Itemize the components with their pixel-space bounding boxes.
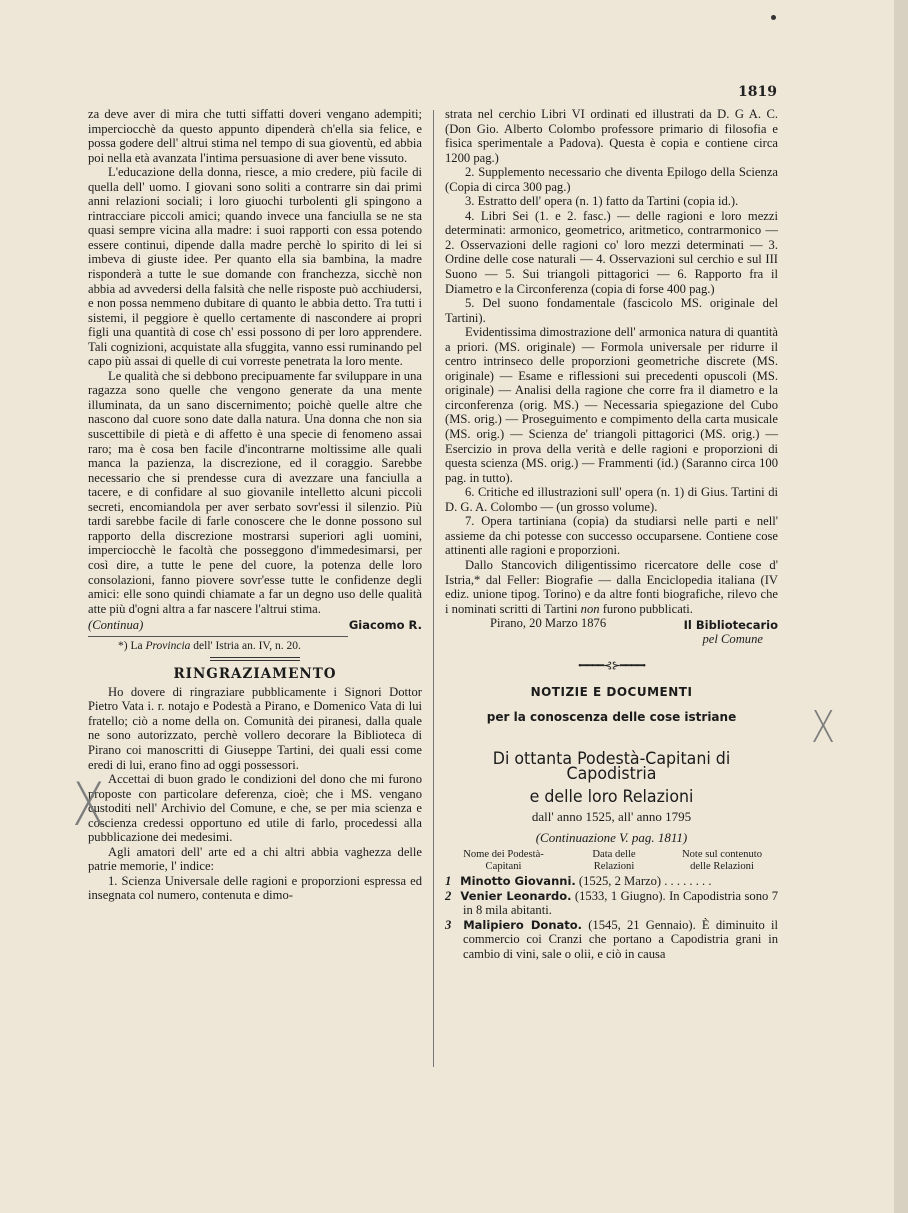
signer-sub: pel Comune	[702, 632, 763, 647]
author-name: Giacomo R.	[348, 618, 422, 633]
entry-text: (1545, 21 Gennaio). È diminuito il commercio coi Cranzi che portano a Capodistria grani in cambio di vini, sale o olii, e ciò in causa	[463, 917, 778, 961]
entry-number: 3	[445, 917, 452, 932]
left-column	[88, 107, 422, 903]
paragraph: Evidentissima dimostrazione dell' armonica natura di quantità a priori. (MS. originale) — Formola universale per ridurre il centro intrinseco delle proporzioni geometriche discrete (MS. originale) — Esame e riflessioni sui precedenti opuscoli (MS. originale) — Analisi della ragione che corre fra il diametro e la circonferenza (orig. MS.) — Necessaria spiegazione del Cubo (MS. orig.) — Proseguimento e compimento della carta musicale (MS. orig.) — Scienza de' triangoli pittagorici (MS. orig.) — Esercizio in prova della verità e delle ragioni e proporzioni di questa scienza (MS. orig.) — Frammenti (id.) (Saranno circa 100 pag. in tutto).	[445, 325, 778, 485]
paragraph: strata nel cerchio Libri VI ordinati ed illustrati da D. G A. C. (Don Gio. Alberto Colombo professore primario di filosofia e fisica sperimentale a Padova). Questa è copia e contiene circa 1200 pag.)	[445, 107, 778, 165]
entry-name: Malipiero Donato.	[463, 917, 583, 932]
section-subheading: per la conoscenza delle cose istriane	[486, 709, 737, 724]
entry-number: 2	[445, 888, 452, 903]
entry-name: Minotto Giovanni.	[460, 874, 576, 889]
paragraph: za deve aver di mira che tutti siffatti doveri vengano adempiti; imperciocchè da questo appunto dipenderà ch'ella sia felice, e possa godere dell' altrui stima nel tempo di sua gioventù, ed abbia poi nella età avanzata l'intima persuasione di aver bene vissuto.	[88, 107, 422, 165]
paragraph: L'educazione della donna, riesce, a mio credere, più facile di quella dell' uomo. I giovani sono soliti a contrarre sin dai primi anni relazioni sociali; i loro giuochi turbolenti gli spingono a rintracciare piccoli amici; quando invece una fanciulla se ne sta quasi sempre vicina alla madre: i suoi rapporti con essa potendo essere continui, dipende dalla madre perchè lo spirito di lei si imbeva di giuste idee. Per quanto ella sia bambina, la madre risponderà a tutte le sue domande con franchezza, sicchè non abbia ad avvedersi della falsità che nelle risposte può acchiudersi, e non possa nemmeno dubitare di quanto le abbia detto. Tra tutti i sistemi, il peggiore è quello certamente di nascondere ai propri figli una quantità di cose ch' essi possono di per loro apprendere. Tali cognizioni, acquistate alla sfuggita, vanno essi ruminando pel capo più assai di quelle di cui vorreste penetrata la loro mente.	[88, 165, 422, 369]
ink-dot	[771, 15, 776, 20]
paragraph-text: Dallo Stancovich diligentissimo ricercatore delle cose d' Istria,* dal Feller: Biografie — dalla Enciclopedia italiana (IV ediz. unione tipog. Torino) e da altre fonti biografiche, rilevo che i nominati scritti di Tartini	[445, 557, 778, 616]
italic-word: non	[580, 601, 600, 616]
paragraph: 6. Critiche ed illustrazioni sull' opera (n. 1) di Gius. Tartini di D. G. A. Colombo — (un grosso volume).	[445, 485, 778, 514]
continuation-note: (Continuazione V. pag. 1811)	[535, 829, 688, 845]
footnote-suffix: dell' Istria an. IV, n. 20.	[190, 639, 301, 652]
entry-name: Venier Leonardo.	[460, 888, 572, 903]
paragraph: Ho dovere di ringraziare pubblicamente i Signori Dottor Pietro Vata i. r. notajo e Podestà a Pirano, e Domenico Vata di lui fratello; ciò a nome della on. Comunità dei piranesi, dalla quale ne sono autorizzato, perchè vollero decorare la Biblioteca di Pirano coi manoscritti di Giuseppe Tartini, dei quali essi come eredi di lui, erano fino ad oggi possessori.	[88, 684, 422, 772]
paragraph: Accettai di buon grado le condizioni del dono che mi furono proposte con particolare deferenza, cioè; che i MS. vengano custoditi nell' Archivio del Comune, e che, se per mia scienza e coscienza credessi opportuno ed utile di farlo, procedessi alla pubblicazione dei medesimi.	[88, 772, 422, 845]
column-divider	[433, 110, 434, 1067]
list-item	[445, 874, 778, 889]
article-title-line2: e delle loro Relazioni	[529, 786, 694, 807]
entry-number: 1	[445, 874, 452, 889]
paragraph: 3. Estratto dell' opera (n. 1) fatto da Tartini (copia id.).	[465, 194, 739, 209]
handwritten-x-mark: X	[72, 770, 105, 840]
footnote	[88, 636, 348, 654]
date-range: dall' anno 1525, all' anno 1795	[531, 809, 692, 825]
article-title: Di ottanta Podestà-Capitani di Capodistria	[492, 749, 731, 784]
table-header-cell: Nome dei Podestà-Capitani	[463, 849, 544, 872]
right-column	[445, 107, 778, 961]
table-header	[445, 849, 778, 872]
page-edge	[894, 0, 908, 1213]
table-header-cell: Data delle Relazioni	[592, 849, 636, 872]
paragraph: Agli amatori dell' arte ed a chi altri abbia vaghezza delle patrie memorie, l' indice:	[88, 844, 422, 874]
paragraph: 4. Libri Sei (1. e 2. fasc.) — delle ragioni e loro mezzi determinati: armonico, geometrico, aritmetico, contrarmonico — 2. Osservazioni delle ragioni co' loro mezzi determinati — 3. Ordine delle cose naturali — 4. Osservazioni sul cerchio e sul III Suono — 5. Sui triangoli pittagorici — 6. Rapporto fra il Diametro e la Circonferenza (copia di forse 400 pag.)	[445, 208, 778, 296]
footnote-italic: Provincia	[145, 639, 191, 652]
signer-title: Il Bibliotecario	[683, 617, 778, 632]
section-heading: RINGRAZIAMENTO	[173, 666, 337, 683]
place-date: Pirano, 20 Marzo 1876	[490, 616, 607, 631]
paragraph-end: furono pubblicati.	[599, 601, 693, 616]
section-separator	[210, 657, 300, 661]
table-header-cell: Note sul contenuto delle Relazioni	[681, 849, 763, 872]
section-heading: NOTIZIE E DOCUMENTI	[530, 685, 693, 700]
list-item	[445, 918, 778, 962]
handwritten-x-mark: X	[811, 702, 836, 753]
paragraph: 2. Supplemento necessario che diventa Epilogo della Scienza (Copia di circa 300 pag.)	[445, 165, 778, 194]
entry-text: (1525, 2 Marzo) . . . . . . . .	[575, 874, 712, 889]
paragraph: Le qualità che si debbono precipuamente far sviluppare in una ragazza sono quelle che vengono generate da una mente illuminata, da un sano discernimento; poichè quelle altre che nascono dal cuore sono date dalla natura. Una donna che non sia suscettibile di pietà e di affetto è una specie di fenomeno assai raro; ma è cosa ben facile d'incontrarne moltissime alle quali manca la pazienza, la discrezione, ed il coraggio. Sarebbe necessario che si prendesse cura di avezzare una fanciulla a tacere, e di confidare al suo giovanile intelletto alcuni piccoli secreti, encomiandola per aver serbato sovr'essi il silenzio. Più tardi sarebbe facile di farle conoscere che le donne possono sul rapporto della discrezione mostrarsi superiori agli uomini, imperciocchè le facoltà che posseggono d'immedesimarsi, per così dire, a tutte le pene del cuore, la potenza delle loro consolazioni, fanno piovere sovr'esse tutte le confidenze degli amici: elle sono quindi chiamate a far un degno uso delle qualità atte più d'ogni altra a far nascere l'altrui stima.	[88, 368, 422, 616]
footnote-prefix: *) La	[118, 639, 146, 652]
continua-label: (Continua)	[88, 618, 144, 633]
paragraph: 7. Opera tartiniana (copia) da studiarsi nelle parti e nell' assieme da chi potesse con successo occuparsene. Contiene cose attinenti alle ragioni e proporzioni.	[445, 514, 778, 558]
entry-text: (1533, 1 Giugno). In Capodistria sono 7 in 8 mila abitanti.	[463, 888, 778, 918]
list-item	[445, 889, 778, 918]
ornament-divider: •━━━━⊰⊱━━━━•	[577, 659, 646, 672]
signature-line	[88, 618, 422, 633]
paragraph: 5. Del suono fondamentale (fascicolo MS. originale del Tartini).	[445, 296, 778, 325]
paragraph	[445, 558, 778, 616]
page-number: 1819	[738, 84, 777, 100]
paragraph: 1. Scienza Universale delle ragioni e proporzioni espressa ed insegnata col numero, contenuta e dimo-	[88, 873, 422, 903]
